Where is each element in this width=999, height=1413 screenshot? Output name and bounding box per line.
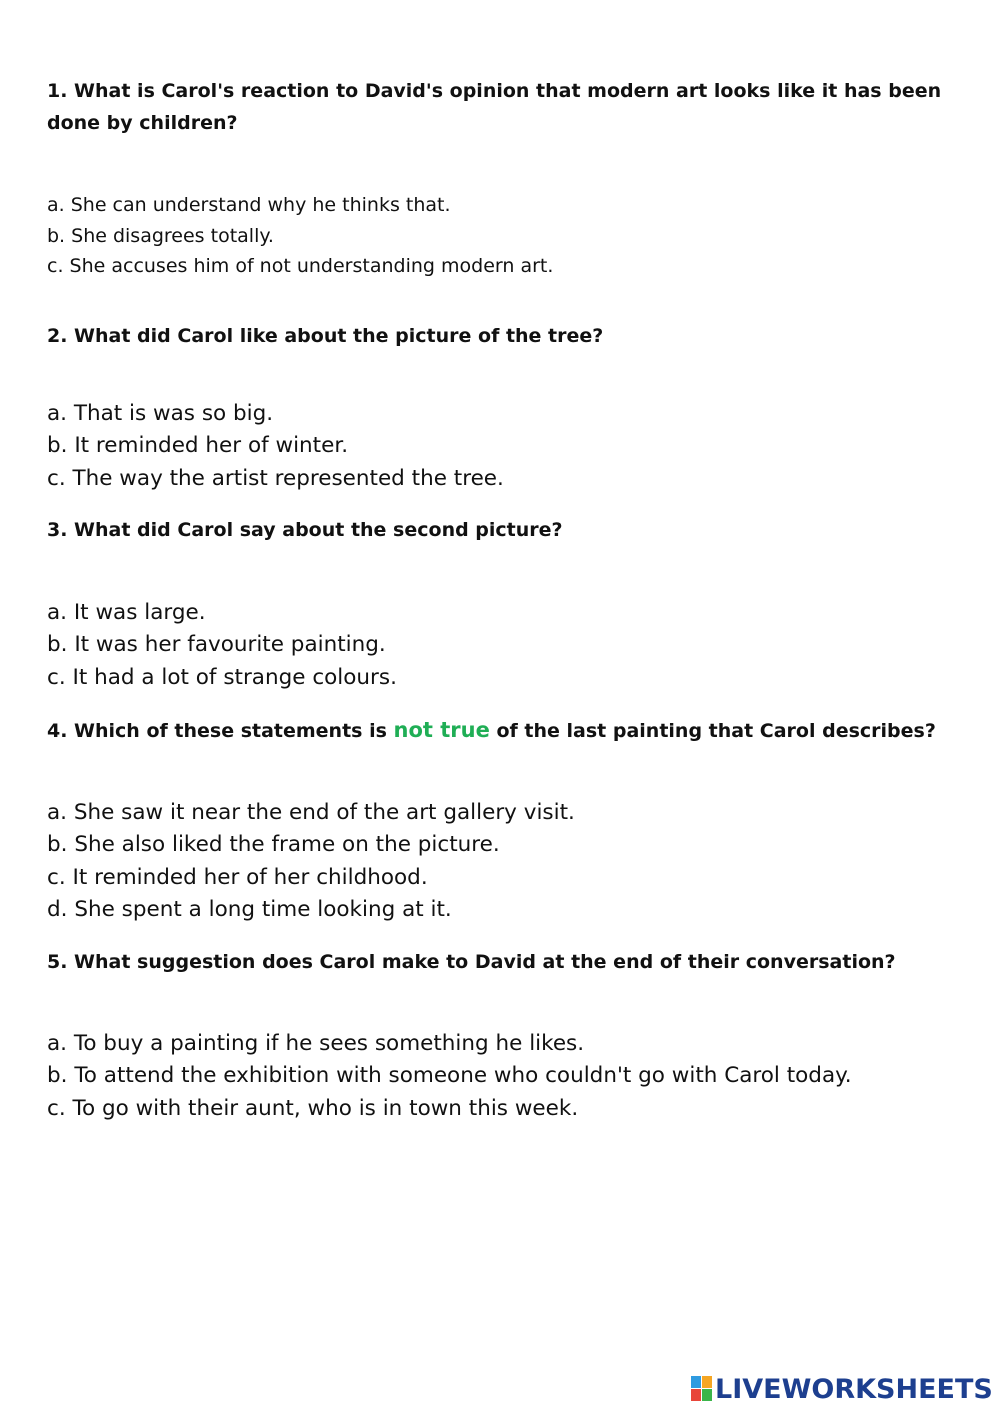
question-2-option-b[interactable]: b. It reminded her of winter. xyxy=(47,433,349,459)
question-1-options xyxy=(47,190,947,282)
question-3-option-c[interactable]: c. It had a lot of strange colours. xyxy=(47,664,397,690)
question-4-option-a[interactable]: a. She saw it near the end of the art gallery visit. xyxy=(47,800,575,825)
question-2-options xyxy=(47,398,947,495)
question-4-options xyxy=(47,797,947,926)
question-5-option-b[interactable]: b. To attend the exhibition with someone who couldn't go with Carol today. xyxy=(47,1063,852,1089)
question-3-option-a[interactable]: a. It was large. xyxy=(47,600,206,625)
question-1-option-b[interactable]: b. She disagrees totally. xyxy=(47,224,274,247)
liveworksheets-logo-icon xyxy=(691,1376,713,1402)
question-5-title: 5. What suggestion does Carol make to David at the end of their conversation? xyxy=(47,951,896,973)
question-2-option-a[interactable]: a. That is was so big. xyxy=(47,401,274,426)
question-3-title: 3. What did Carol say about the second picture? xyxy=(47,519,563,541)
question-2-title: 2. What did Carol like about the picture of the tree? xyxy=(47,325,604,347)
question-3-options xyxy=(47,597,947,694)
question-3-option-b[interactable]: b. It was her favourite painting. xyxy=(47,632,386,658)
question-4-option-b[interactable]: b. She also liked the frame on the picture. xyxy=(47,832,500,858)
question-2-option-c[interactable]: c. The way the artist represented the tree. xyxy=(47,465,504,491)
question-1-option-a[interactable]: a. She can understand why he thinks that. xyxy=(47,194,451,216)
question-4-title-end: of the last painting that Carol describes? xyxy=(489,720,936,742)
question-5-options xyxy=(47,1028,947,1125)
liveworksheets-logo xyxy=(691,1372,993,1406)
question-4-option-d[interactable]: d. She spent a long time looking at it. xyxy=(47,896,452,922)
question-5-option-c[interactable]: c. To go with their aunt, who is in town this week. xyxy=(47,1095,579,1121)
question-4-option-c[interactable]: c. It reminded her of her childhood. xyxy=(47,864,428,890)
question-4-title-start: 4. Which of these statements is xyxy=(47,720,394,742)
question-1-option-c[interactable]: c. She accuses him of not understanding modern art. xyxy=(47,255,554,277)
question-1-title: 1. What is Carol's reaction to David's opinion that modern art looks like it has been done by children? xyxy=(47,80,942,134)
question-4-title xyxy=(47,714,947,747)
liveworksheets-logo-text: LIVEWORKSHEETS xyxy=(715,1373,993,1405)
question-4-title-highlight: not true xyxy=(393,718,490,742)
question-5-option-a[interactable]: a. To buy a painting if he sees something he likes. xyxy=(47,1031,585,1056)
